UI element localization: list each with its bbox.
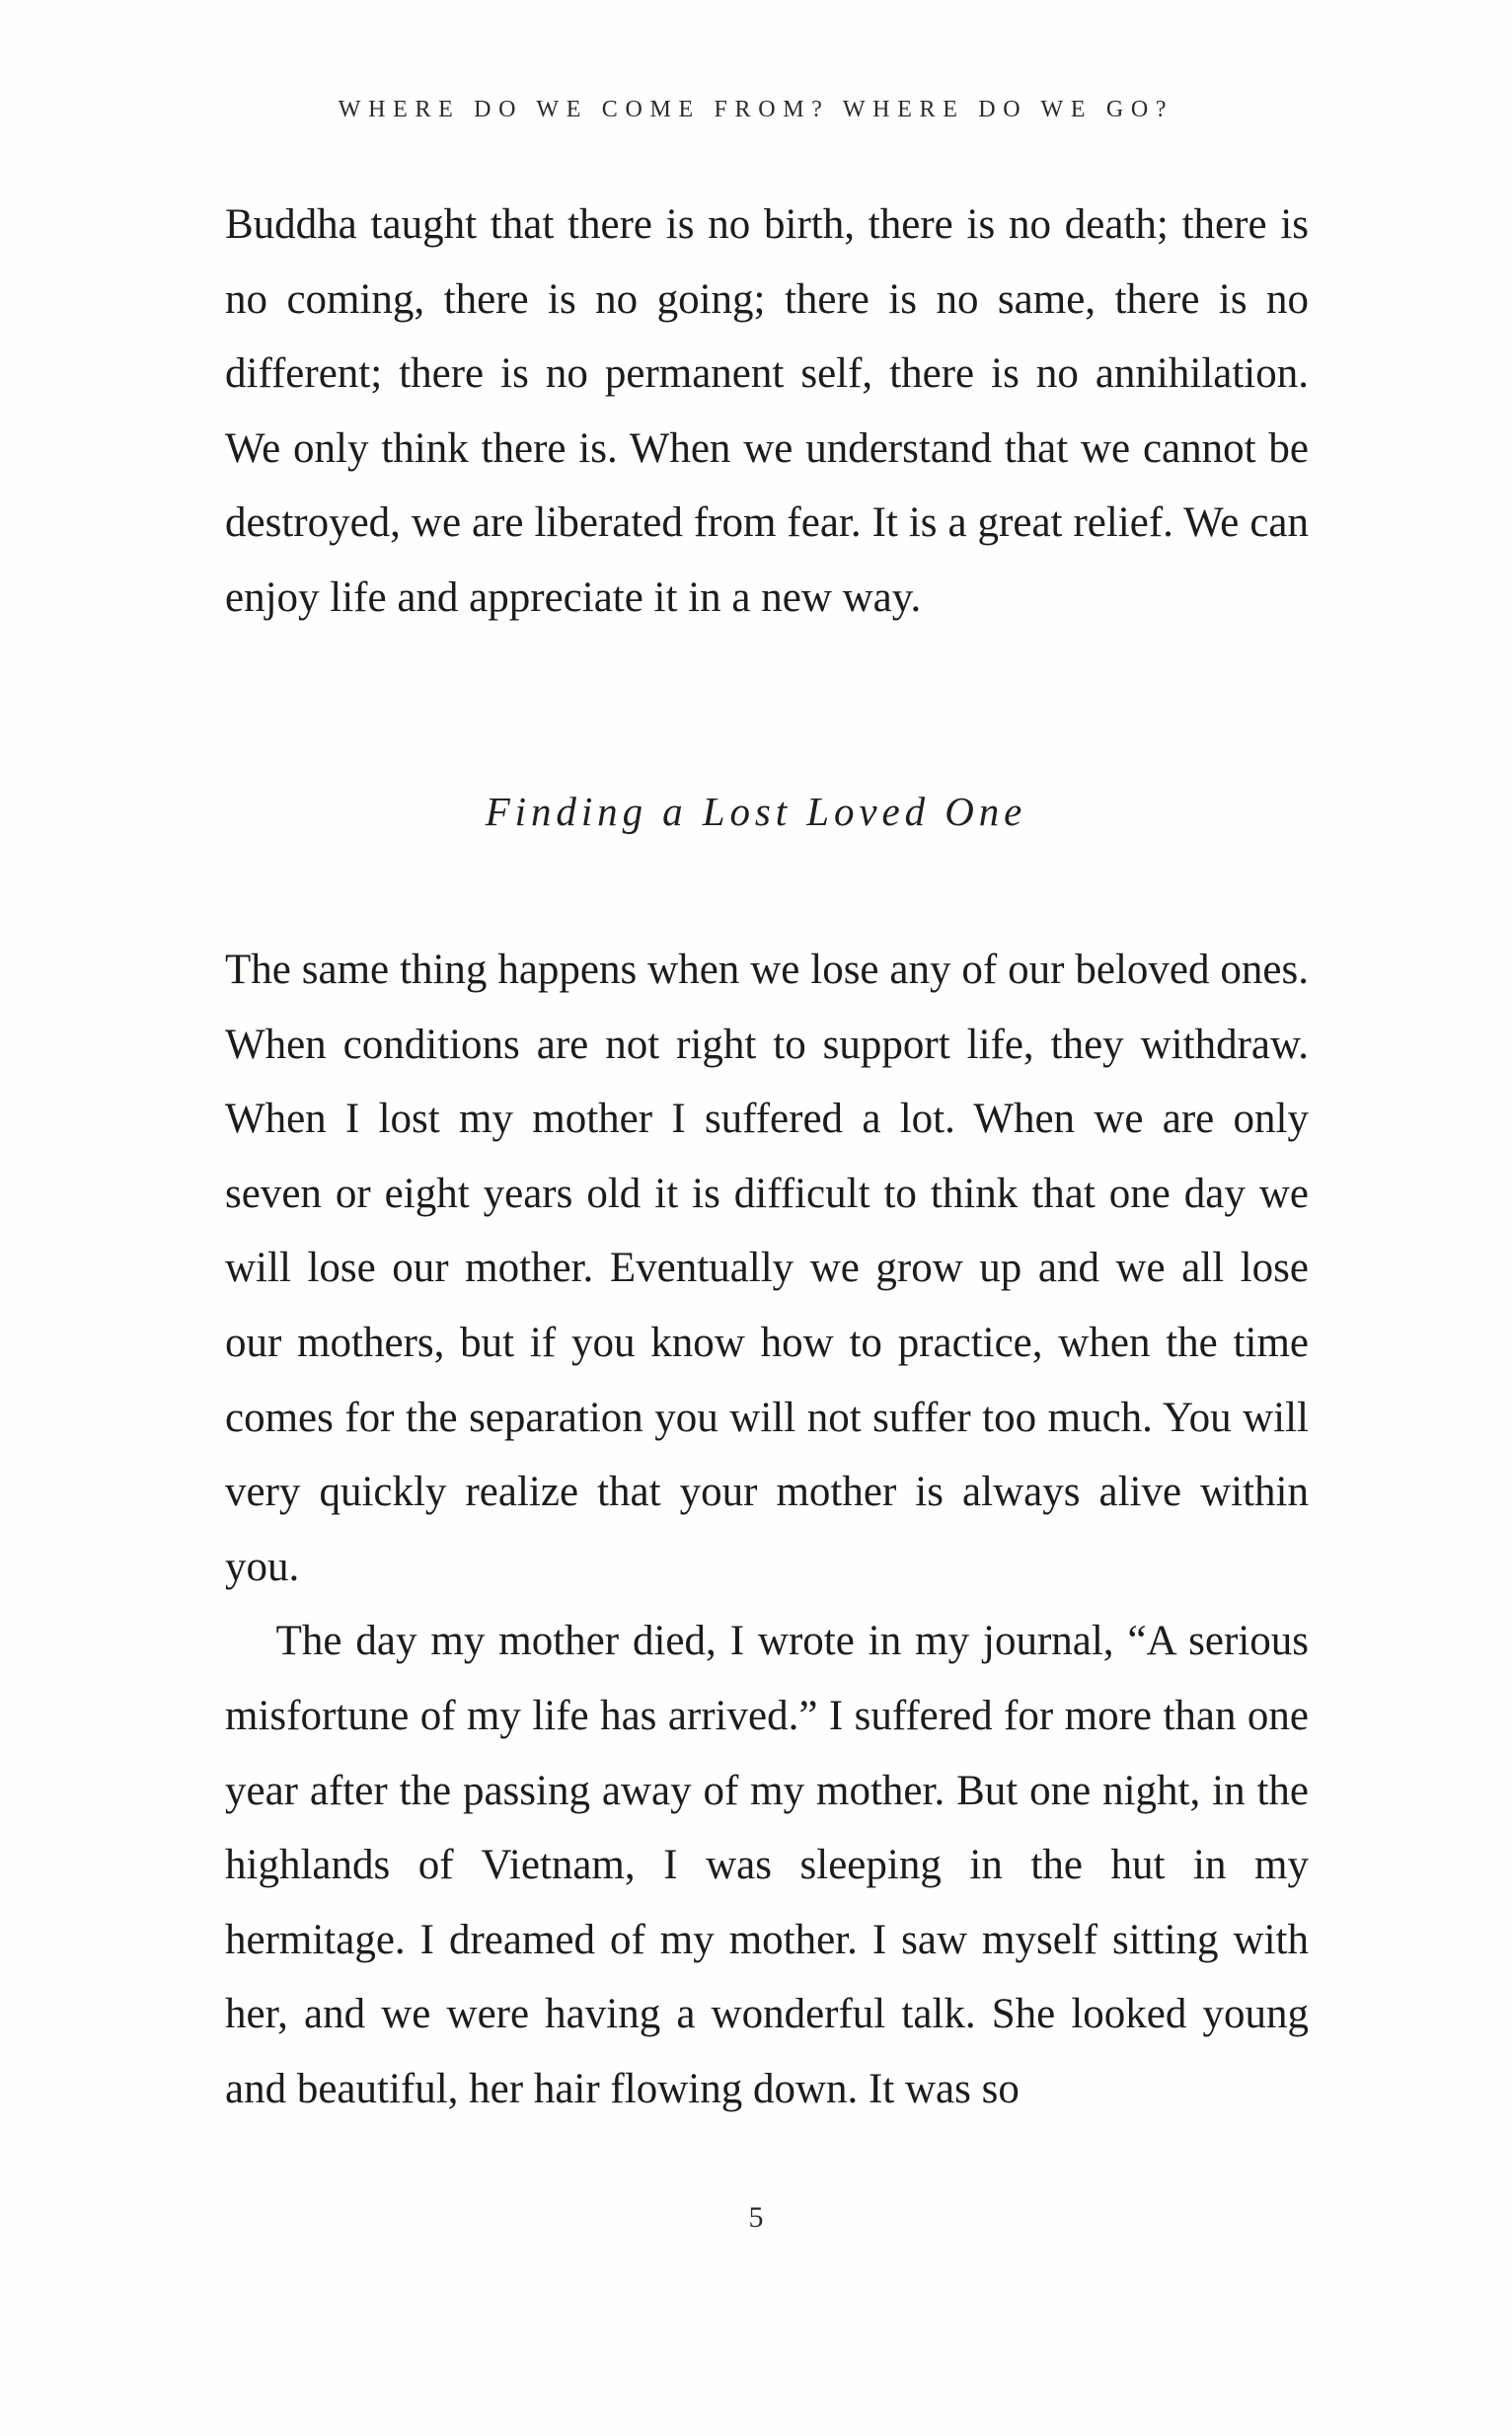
page-number: 5 — [748, 2201, 764, 2234]
section-body — [225, 933, 1309, 2127]
intro-text-block — [225, 188, 1309, 636]
body-paragraph-2: The day my mother died, I wrote in my journal, “A serious misfortune of my life has arrived.” I suffered for more than one year after the passing away of my mother. But one night, in the highlands of Vietnam, I was sleeping in the hut in my hermitage. I dreamed of my mother. I saw myself sitting with her, and we were having a wonderful talk. She looked young and beautiful, her hair flowing down. It was so — [225, 1618, 1309, 2112]
intro-paragraph: Buddha taught that there is no birth, there is no death; there is no coming, there is no going; there is no same, there is no different; there is no permanent self, there is no annihilation. We only think there is. When we understand that we cannot be destroyed, we are liberated from fear. It is a great relief. We can enjoy life and appreciate it in a new way. — [225, 201, 1309, 621]
section-heading: Finding a Lost Loved One — [485, 789, 1027, 834]
running-header: WHERE DO WE COME FROM? WHERE DO WE GO? — [338, 97, 1174, 122]
body-paragraph-1: The same thing happens when we lose any of our beloved ones. When conditions are not right to support life, they withdraw. When I lost my mother I suffered a lot. When we are only seven or eight years old it is difficult to think that one day we will lose our mother. Eventually we grow up and we all lose our mothers, but if you know how to practice, when the time comes for the separation you will not suffer too much. You will very quickly realize that your mother is always alive within you. — [225, 947, 1309, 1590]
